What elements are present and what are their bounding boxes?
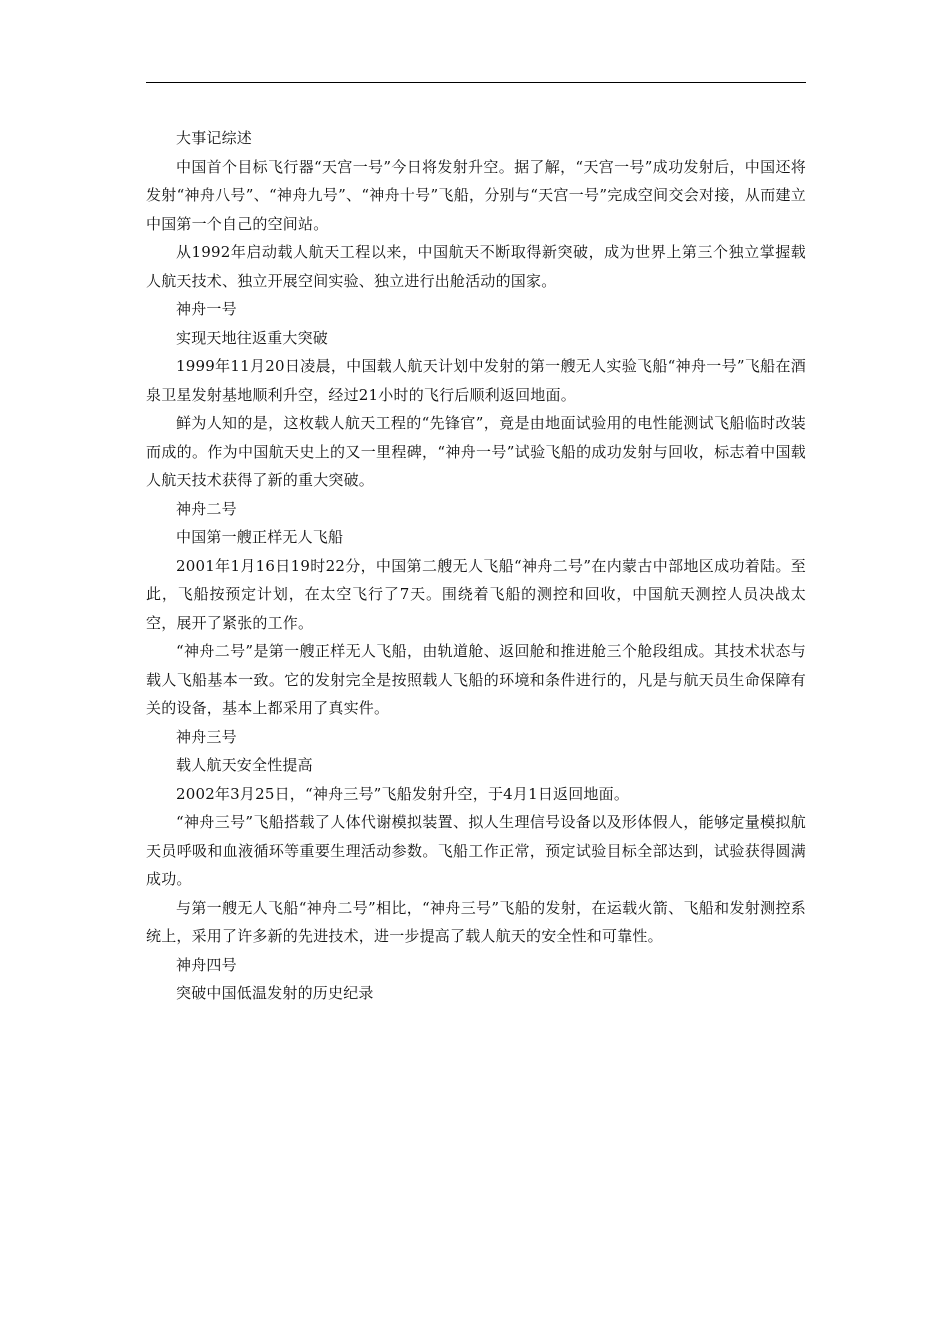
paragraph: 中国首个目标飞行器“天宫一号”今日将发射升空。据了解，“天宫一号”成功发射后，中国还将发射“神舟八号”、“神舟九号”、“神舟十号”飞船，分别与“天宫一号”完成空间交会对接，从而建立中国第一个自己的空间站。 [146,157,806,233]
paragraph: 1999年11月20日凌晨，中国载人航天计划中发射的第一艘无人实验飞船“神舟一号”飞船在酒泉卫星发射基地顺利升空，经过21小时的飞行后顺利返回地面。 [146,357,806,404]
section-heading-shenzhou-4: 神舟四号 [176,955,237,974]
section-heading-shenzhou-2: 神舟二号 [176,499,237,518]
section-subheading: 实现天地往返重大突破 [176,328,329,347]
paragraph: 2002年3月25日，“神舟三号”飞船发射升空，于4月1日返回地面。 [176,784,630,803]
section-subheading: 突破中国低温发射的历史纪录 [176,984,374,1002]
paragraph: 从1992年启动载人航天工程以来，中国航天不断取得新突破，成为世界上第三个独立掌握载人航天技术、独立开展空间实验、独立进行出舱活动的国家。 [146,243,806,290]
paragraph: 鲜为人知的是，这枚载人航天工程的“先锋官”，竟是由地面试验用的电性能测试飞船临时改装而成的。作为中国航天史上的又一里程碑，“神舟一号”试验飞船的成功发射与回收，标志着中国载人航天技术获得了新的重大突破。 [146,414,806,489]
section-heading-shenzhou-1: 神舟一号 [176,300,237,318]
section-heading-summary: 大事记综述 [176,129,253,147]
document-body [146,124,806,1008]
section-subheading: 中国第一艘正样无人飞船 [176,528,344,546]
section-subheading: 载人航天安全性提高 [176,756,313,774]
paragraph: 2001年1月16日19时22分，中国第二艘无人飞船“神舟二号”在内蒙古中部地区成功着陆。至此，飞船按预定计划，在太空飞行了7天。围绕着飞船的测控和回收，中国航天测控人员决战太空，展开了紧张的工作。 [146,556,806,632]
paragraph: 与第一艘无人飞船“神舟二号”相比，“神舟三号”飞船的发射，在运载火箭、飞船和发射测控系统上，采用了许多新的先进技术，进一步提高了载人航天的安全性和可靠性。 [146,898,806,945]
section-heading-shenzhou-3: 神舟三号 [176,727,237,746]
header-rule [146,82,806,83]
paragraph: “神舟三号”飞船搭载了人体代谢模拟装置、拟人生理信号设备以及形体假人，能够定量模拟航天员呼吸和血液循环等重要生理活动参数。飞船工作正常，预定试验目标全部达到，试验获得圆满成功。 [146,813,806,888]
paragraph: “神舟二号”是第一艘正样无人飞船，由轨道舱、返回舱和推进舱三个舱段组成。其技术状态与载人飞船基本一致。它的发射完全是按照载人飞船的环境和条件进行的，凡是与航天员生命保障有关的设备，基本上都采用了真实件。 [146,642,806,717]
